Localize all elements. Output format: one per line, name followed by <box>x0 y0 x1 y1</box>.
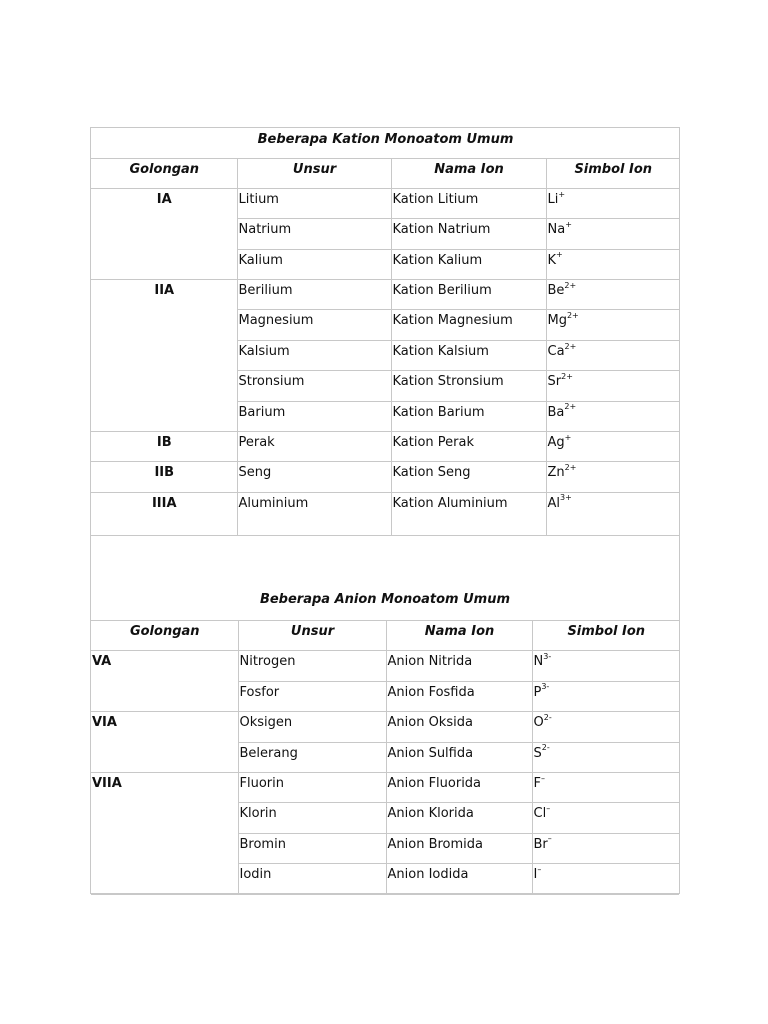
ion-symbol-cell <box>532 833 679 863</box>
group-cell: VIIA <box>91 772 238 894</box>
ion-charge: 3- <box>543 652 552 662</box>
element-cell: Kalium <box>237 249 391 279</box>
anion-header-nama-ion: Nama Ion <box>386 621 532 651</box>
element-cell: Barium <box>237 401 391 431</box>
cation-table <box>91 128 679 536</box>
element-cell: Litium <box>237 188 391 218</box>
ion-charge: 2- <box>541 743 550 753</box>
ion-symbol-cell <box>532 681 679 711</box>
ion-name-cell: Kation Aluminium <box>391 492 546 535</box>
ion-name-cell: Kation Barium <box>391 401 546 431</box>
element-cell: Fosfor <box>238 681 386 711</box>
ion-symbol-cell <box>546 340 679 370</box>
ion-tables-document <box>90 127 680 894</box>
ion-charge: + <box>565 219 572 229</box>
table-row <box>91 492 679 535</box>
ion-symbol: Cl <box>533 806 547 822</box>
ion-name-cell: Kation Berilium <box>391 280 546 310</box>
ion-charge: 2+ <box>566 311 579 321</box>
element-cell: Seng <box>237 462 391 492</box>
group-cell: IIIA <box>91 492 237 535</box>
ion-name-cell: Anion Fluorida <box>386 772 532 802</box>
ion-symbol-cell <box>532 864 679 894</box>
ion-charge: + <box>556 250 563 260</box>
ion-name-cell: Kation Stronsium <box>391 371 546 401</box>
element-cell: Oksigen <box>238 712 386 742</box>
ion-charge: 2+ <box>564 341 577 351</box>
ion-name-cell: Kation Kalsium <box>391 340 546 370</box>
element-cell: Perak <box>237 432 391 462</box>
ion-symbol-cell <box>546 219 679 249</box>
ion-name-cell: Kation Perak <box>391 432 546 462</box>
group-cell: VIA <box>91 712 238 773</box>
element-cell: Natrium <box>237 219 391 249</box>
anion-header-unsur: Unsur <box>238 621 386 651</box>
anion-header-simbol-ion: Simbol Ion <box>532 621 679 651</box>
ion-symbol: Li <box>547 191 559 207</box>
ion-symbol: O <box>533 715 544 731</box>
ion-name-cell: Anion Klorida <box>386 803 532 833</box>
ion-name-cell: Anion Bromida <box>386 833 532 863</box>
ion-name-cell: Kation Litium <box>391 188 546 218</box>
ion-name-cell: Anion Nitrida <box>386 651 532 681</box>
ion-symbol-cell <box>546 249 679 279</box>
element-cell: Klorin <box>238 803 386 833</box>
ion-charge: + <box>558 189 566 199</box>
ion-charge: – <box>540 773 545 783</box>
ion-charge: 2+ <box>564 402 577 412</box>
anion-header-golongan: Golongan <box>91 621 238 651</box>
element-cell: Stronsium <box>237 371 391 401</box>
ion-symbol-cell <box>532 772 679 802</box>
table-row <box>91 280 679 310</box>
ion-symbol: Be <box>547 283 565 299</box>
cation-header-unsur: Unsur <box>237 158 391 188</box>
ion-name-cell: Anion Sulfida <box>386 742 532 772</box>
element-cell: Kalsium <box>237 340 391 370</box>
element-cell: Aluminium <box>237 492 391 535</box>
group-cell: IIB <box>91 462 237 492</box>
table-row <box>91 188 679 218</box>
ion-symbol: P <box>533 684 542 700</box>
group-cell: VA <box>91 651 238 712</box>
cation-header-simbol-ion: Simbol Ion <box>546 158 679 188</box>
anion-table <box>91 620 679 895</box>
ion-symbol-cell <box>546 188 679 218</box>
group-cell: IIA <box>91 280 237 432</box>
ion-charge: – <box>547 834 552 844</box>
element-cell: Berilium <box>237 280 391 310</box>
ion-symbol: Ag <box>547 435 565 451</box>
ion-symbol-cell <box>532 651 679 681</box>
anion-table-title: Beberapa Anion Monoatom Umum <box>259 592 511 607</box>
element-cell: Iodin <box>238 864 386 894</box>
ion-name-cell: Anion Iodida <box>386 864 532 894</box>
ion-symbol: N <box>533 654 544 670</box>
table-row <box>91 462 679 492</box>
ion-charge: – <box>537 864 542 874</box>
ion-symbol: F <box>533 775 541 791</box>
element-cell: Fluorin <box>238 772 386 802</box>
ion-symbol: Al <box>547 495 561 511</box>
table-row <box>91 651 679 681</box>
ion-charge: – <box>546 804 551 814</box>
cation-header-golongan: Golongan <box>91 158 237 188</box>
ion-symbol: Ca <box>547 343 565 359</box>
ion-symbol-cell <box>546 310 679 340</box>
ion-name-cell: Kation Natrium <box>391 219 546 249</box>
ion-symbol-cell <box>532 803 679 833</box>
ion-name-cell: Kation Kalium <box>391 249 546 279</box>
element-cell: Magnesium <box>237 310 391 340</box>
ion-symbol: Sr <box>547 374 562 390</box>
ion-symbol: Mg <box>547 313 567 329</box>
table-row <box>91 772 679 802</box>
ion-charge: 3+ <box>560 493 572 503</box>
ion-charge: 2+ <box>564 280 577 290</box>
ion-charge: 2+ <box>564 463 577 473</box>
ion-symbol-cell <box>546 371 679 401</box>
table-row <box>91 712 679 742</box>
ion-name-cell: Kation Magnesium <box>391 310 546 340</box>
ion-name-cell: Anion Fosfida <box>386 681 532 711</box>
ion-charge: 2- <box>543 712 552 722</box>
ion-symbol-cell <box>546 401 679 431</box>
ion-symbol-cell <box>546 280 679 310</box>
ion-symbol: Na <box>547 222 566 238</box>
cation-table-title: Beberapa Kation Monoatom Umum <box>91 128 679 158</box>
cation-header-nama-ion: Nama Ion <box>391 158 546 188</box>
ion-charge: 2+ <box>561 371 573 381</box>
ion-charge: 3- <box>541 682 550 692</box>
ion-symbol-cell <box>546 492 679 535</box>
element-cell: Nitrogen <box>238 651 386 681</box>
ion-symbol-cell <box>546 462 679 492</box>
ion-name-cell: Anion Oksida <box>386 712 532 742</box>
ion-symbol: Zn <box>547 465 565 481</box>
ion-symbol: Br <box>533 836 548 852</box>
ion-symbol: I <box>533 867 538 883</box>
ion-symbol-cell <box>532 742 679 772</box>
ion-charge: + <box>564 432 572 442</box>
group-cell: IB <box>91 432 237 462</box>
group-cell: IA <box>91 188 237 279</box>
table-row <box>91 432 679 462</box>
ion-symbol: S <box>533 745 542 761</box>
element-cell: Belerang <box>238 742 386 772</box>
ion-name-cell: Kation Seng <box>391 462 546 492</box>
element-cell: Bromin <box>238 833 386 863</box>
ion-symbol-cell <box>532 712 679 742</box>
ion-symbol-cell <box>546 432 679 462</box>
ion-symbol: Ba <box>547 404 565 420</box>
ion-symbol: K <box>547 252 557 268</box>
